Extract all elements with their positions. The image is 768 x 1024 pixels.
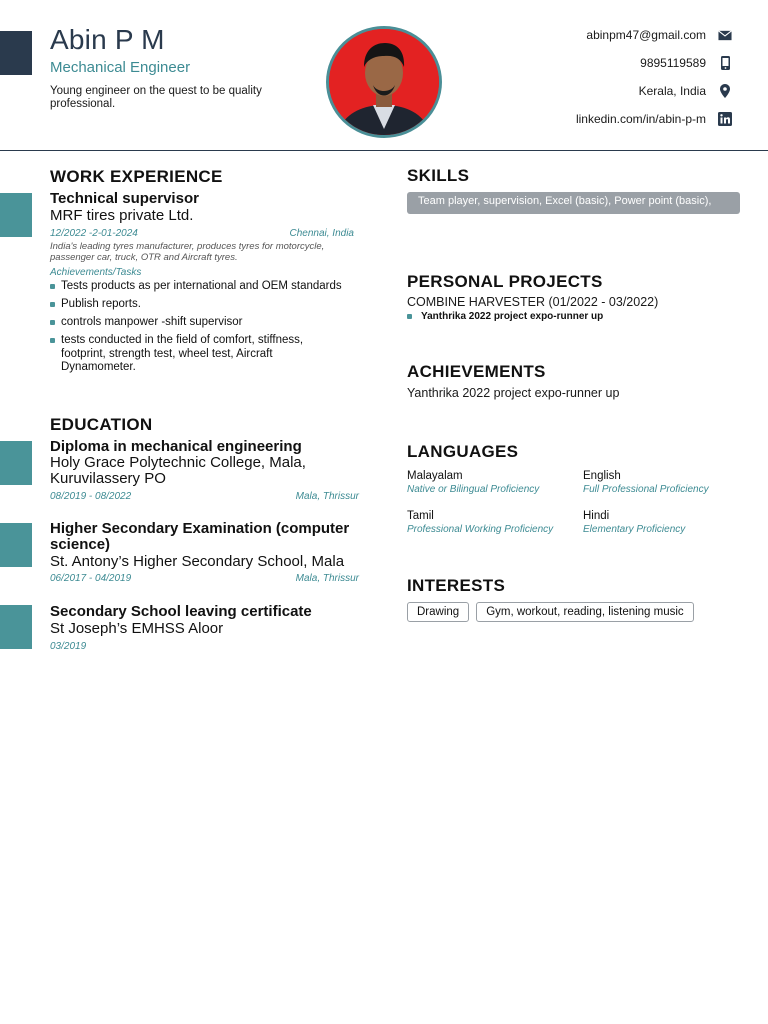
- language-item: [583, 470, 709, 495]
- interests-list: [407, 602, 694, 622]
- language-item: [407, 470, 539, 495]
- interests-heading: INTERESTS: [407, 576, 506, 595]
- interest-chip: Gym, workout, reading, listening music: [476, 602, 694, 622]
- person-portrait-icon: [329, 29, 439, 135]
- education-degree: Secondary School leaving certificate: [50, 603, 312, 620]
- task-item: Publish reports.: [50, 298, 350, 312]
- candidate-role: Mechanical Engineer: [50, 59, 191, 76]
- task-item: controls manpower -shift supervisor: [50, 316, 350, 330]
- job-description: India's leading tyres manufacturer, produces tyres for motorcycle, passenger car, truck, OTR and Aircraft tyres.: [50, 241, 325, 263]
- task-item: Tests products as per international and OEM standards: [50, 280, 350, 294]
- location-text: Kerala, India: [638, 84, 706, 98]
- language-item: [407, 510, 553, 535]
- language-name: Hindi: [583, 510, 610, 522]
- project-bullet: Yanthrika 2022 project expo-runner up: [407, 310, 707, 324]
- language-level: Full Professional Proficiency: [583, 484, 709, 495]
- achievements-heading: ACHIEVEMENTS: [407, 362, 546, 381]
- achievement-text: Yanthrika 2022 project expo-runner up: [407, 386, 620, 400]
- project-name: COMBINE HARVESTER (01/2022 - 03/2022): [407, 295, 659, 309]
- languages-heading: LANGUAGES: [407, 442, 519, 461]
- education-dates: 08/2019 - 08/2022: [50, 491, 132, 502]
- job-dates: 12/2022 -2-01-2024: [50, 228, 138, 239]
- interest-chip: Drawing: [407, 602, 469, 622]
- skills-heading: SKILLS: [407, 166, 470, 185]
- education-degree: Higher Secondary Examination (computer science): [50, 520, 350, 553]
- contact-location: [639, 84, 732, 98]
- education-accent-block: [0, 605, 32, 649]
- tasks-label: Achievements/Tasks: [50, 267, 142, 278]
- job-accent-block: [0, 193, 32, 237]
- envelope-icon: [718, 28, 732, 42]
- job-title: Technical supervisor: [50, 190, 199, 207]
- education-school: St. Antony’s Higher Secondary School, Mala: [50, 553, 345, 570]
- education-dates: 03/2019: [50, 641, 87, 652]
- language-level: Professional Working Proficiency: [407, 524, 554, 535]
- phone-text: 9895119589: [640, 56, 706, 70]
- education-school: St Joseph’s EMHSS Aloor: [50, 620, 224, 637]
- contact-linkedin[interactable]: [576, 112, 732, 126]
- language-name: Tamil: [407, 510, 434, 522]
- task-list: [50, 280, 350, 379]
- education-accent-block: [0, 523, 32, 567]
- education-degree: Diploma in mechanical engineering: [50, 438, 302, 455]
- job-location: Chennai, India: [289, 228, 354, 239]
- language-item: [583, 510, 685, 535]
- language-name: English: [583, 470, 621, 482]
- education-accent-block: [0, 441, 32, 485]
- language-name: Malayalam: [407, 470, 463, 482]
- email-text: abinpm47@gmail.com: [586, 28, 706, 42]
- education-dates: 06/2017 - 04/2019: [50, 573, 132, 584]
- language-level: Native or Bilingual Proficiency: [407, 484, 540, 495]
- candidate-tagline: Young engineer on the quest to be quality professional.: [50, 85, 262, 110]
- language-level: Elementary Proficiency: [583, 524, 686, 535]
- header-divider: [0, 150, 768, 151]
- projects-heading: PERSONAL PROJECTS: [407, 272, 603, 291]
- work-experience-heading: WORK EXPERIENCE: [50, 167, 223, 186]
- phone-icon: [718, 56, 732, 70]
- skills-box: Team player, supervision, Excel (basic), Power point (basic),: [407, 192, 740, 214]
- education-heading: EDUCATION: [50, 415, 153, 434]
- task-item: tests conducted in the field of comfort, stiffness, footprint, strength test, wheel test, Aircraft Dynamometer.: [50, 334, 350, 375]
- profile-photo: [326, 26, 442, 138]
- location-pin-icon: [718, 84, 732, 98]
- education-location: Mala, Thrissur: [295, 491, 359, 502]
- contact-email[interactable]: [586, 28, 732, 42]
- candidate-name: Abin P M: [50, 24, 165, 55]
- linkedin-text: linkedin.com/in/abin-p-m: [575, 112, 706, 126]
- linkedin-icon: [718, 112, 732, 126]
- education-school: Holy Grace Polytechnic College, Mala, Kuruvilassery PO: [50, 454, 306, 487]
- education-location: Mala, Thrissur: [295, 573, 359, 584]
- job-company: MRF tires private Ltd.: [50, 207, 194, 224]
- header-accent-block: [0, 31, 32, 75]
- project-bullets: [407, 310, 707, 328]
- contact-phone[interactable]: [640, 56, 732, 70]
